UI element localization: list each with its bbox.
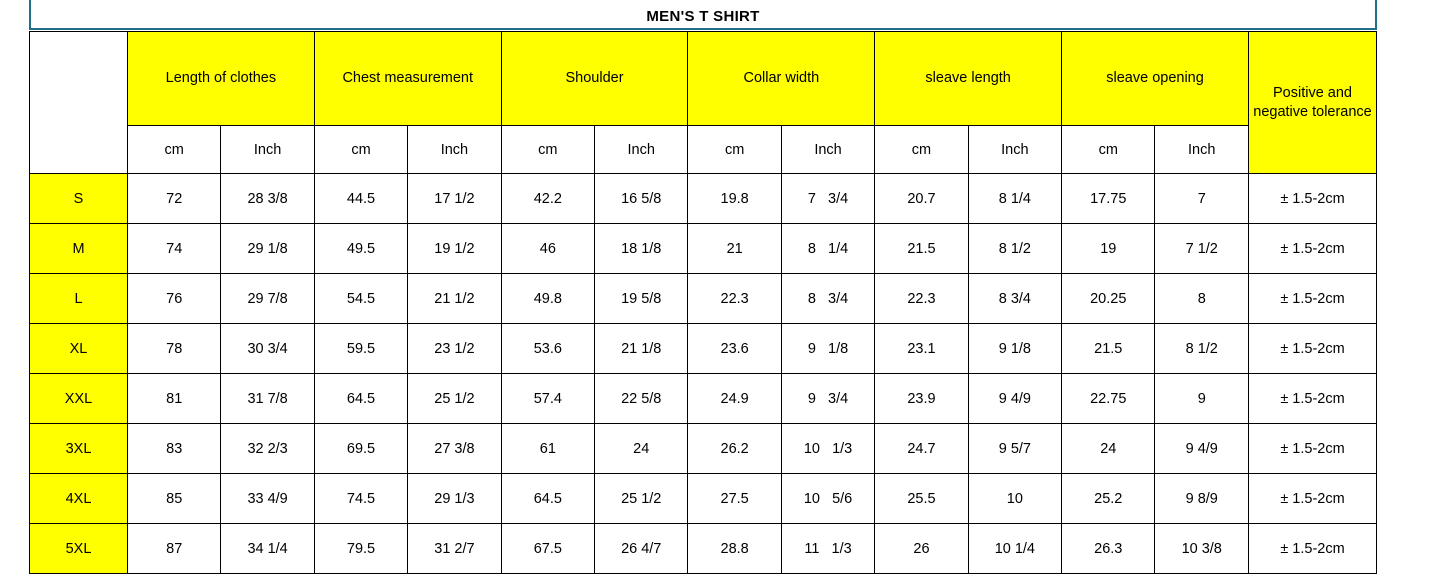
unit-header-inch-3: Inch: [595, 126, 688, 174]
cell-3xl-10: 24: [1062, 424, 1155, 474]
group-header-row: [30, 32, 1377, 126]
cell-4xl-10: 25.2: [1062, 474, 1155, 524]
cell-s-4: 42.2: [501, 174, 594, 224]
cell-l-7: 8 3/4: [781, 274, 874, 324]
cell-3xl-11: 9 4/9: [1155, 424, 1249, 474]
cell-xl-12: ± 1.5-2cm: [1249, 324, 1377, 374]
cell-3xl-12: ± 1.5-2cm: [1249, 424, 1377, 474]
table-row: [30, 224, 1377, 274]
cell-l-9: 8 3/4: [968, 274, 1061, 324]
chart-title-bar: [29, 0, 1377, 30]
cell-3xl-8: 24.7: [875, 424, 968, 474]
cell-4xl-2: 74.5: [314, 474, 407, 524]
cell-l-11: 8: [1155, 274, 1249, 324]
cell-3xl-9: 9 5/7: [968, 424, 1061, 474]
unit-header-inch-2: Inch: [408, 126, 501, 174]
cell-3xl-6: 26.2: [688, 424, 781, 474]
size-label-m: M: [30, 224, 128, 274]
table-row: [30, 174, 1377, 224]
cell-m-2: 49.5: [314, 224, 407, 274]
cell-3xl-0: 83: [128, 424, 221, 474]
cell-s-12: ± 1.5-2cm: [1249, 174, 1377, 224]
cell-4xl-1: 33 4/9: [221, 474, 314, 524]
cell-m-12: ± 1.5-2cm: [1249, 224, 1377, 274]
cell-xxl-5: 22 5/8: [595, 374, 688, 424]
cell-xxl-7: 9 3/4: [781, 374, 874, 424]
cell-xxl-8: 23.9: [875, 374, 968, 424]
unit-header-cm-6: cm: [1062, 126, 1155, 174]
group-header-length: Length of clothes: [128, 32, 315, 126]
unit-header-row: [30, 126, 1377, 174]
cell-s-6: 19.8: [688, 174, 781, 224]
cell-4xl-8: 25.5: [875, 474, 968, 524]
size-chart-table: [29, 31, 1377, 574]
cell-xl-8: 23.1: [875, 324, 968, 374]
cell-xxl-4: 57.4: [501, 374, 594, 424]
cell-l-1: 29 7/8: [221, 274, 314, 324]
cell-3xl-7: 10 1/3: [781, 424, 874, 474]
cell-3xl-2: 69.5: [314, 424, 407, 474]
cell-l-2: 54.5: [314, 274, 407, 324]
cell-s-5: 16 5/8: [595, 174, 688, 224]
table-row: [30, 374, 1377, 424]
cell-m-0: 74: [128, 224, 221, 274]
cell-5xl-0: 87: [128, 524, 221, 574]
cell-xl-2: 59.5: [314, 324, 407, 374]
cell-xxl-11: 9: [1155, 374, 1249, 424]
cell-s-11: 7: [1155, 174, 1249, 224]
cell-4xl-11: 9 8/9: [1155, 474, 1249, 524]
cell-xxl-10: 22.75: [1062, 374, 1155, 424]
cell-s-0: 72: [128, 174, 221, 224]
table-row: [30, 274, 1377, 324]
cell-5xl-2: 79.5: [314, 524, 407, 574]
group-header-tolerance: Positive and negative tolerance: [1249, 32, 1377, 174]
cell-5xl-3: 31 2/7: [408, 524, 501, 574]
table-row: [30, 324, 1377, 374]
table-row: [30, 424, 1377, 474]
cell-s-8: 20.7: [875, 174, 968, 224]
cell-xxl-0: 81: [128, 374, 221, 424]
unit-header-cm-3: cm: [501, 126, 594, 174]
cell-4xl-4: 64.5: [501, 474, 594, 524]
cell-5xl-9: 10 1/4: [968, 524, 1061, 574]
size-label-l: L: [30, 274, 128, 324]
size-label-4xl: 4XL: [30, 474, 128, 524]
cell-xxl-12: ± 1.5-2cm: [1249, 374, 1377, 424]
cell-l-5: 19 5/8: [595, 274, 688, 324]
cell-xl-6: 23.6: [688, 324, 781, 374]
cell-5xl-7: 11 1/3: [781, 524, 874, 574]
unit-header-cm-5: cm: [875, 126, 968, 174]
cell-s-9: 8 1/4: [968, 174, 1061, 224]
cell-l-0: 76: [128, 274, 221, 324]
cell-l-10: 20.25: [1062, 274, 1155, 324]
table-header: [30, 32, 1377, 174]
cell-5xl-5: 26 4/7: [595, 524, 688, 574]
cell-m-7: 8 1/4: [781, 224, 874, 274]
unit-header-cm-1: cm: [128, 126, 221, 174]
cell-4xl-9: 10: [968, 474, 1061, 524]
cell-5xl-10: 26.3: [1062, 524, 1155, 574]
unit-header-inch-1: Inch: [221, 126, 314, 174]
cell-xl-11: 8 1/2: [1155, 324, 1249, 374]
table-row: [30, 474, 1377, 524]
cell-m-6: 21: [688, 224, 781, 274]
unit-header-inch-5: Inch: [968, 126, 1061, 174]
page-title: MEN'S T SHIRT: [646, 8, 760, 25]
table-row: [30, 524, 1377, 574]
cell-m-3: 19 1/2: [408, 224, 501, 274]
cell-m-11: 7 1/2: [1155, 224, 1249, 274]
cell-4xl-12: ± 1.5-2cm: [1249, 474, 1377, 524]
cell-5xl-4: 67.5: [501, 524, 594, 574]
cell-l-3: 21 1/2: [408, 274, 501, 324]
cell-xxl-1: 31 7/8: [221, 374, 314, 424]
cell-4xl-5: 25 1/2: [595, 474, 688, 524]
cell-xl-5: 21 1/8: [595, 324, 688, 374]
cell-3xl-5: 24: [595, 424, 688, 474]
cell-xl-4: 53.6: [501, 324, 594, 374]
cell-xl-0: 78: [128, 324, 221, 374]
group-header-shoulder: Shoulder: [501, 32, 688, 126]
cell-m-8: 21.5: [875, 224, 968, 274]
cell-5xl-12: ± 1.5-2cm: [1249, 524, 1377, 574]
size-label-xl: XL: [30, 324, 128, 374]
cell-s-10: 17.75: [1062, 174, 1155, 224]
cell-3xl-1: 32 2/3: [221, 424, 314, 474]
cell-xxl-6: 24.9: [688, 374, 781, 424]
size-label-3xl: 3XL: [30, 424, 128, 474]
cell-4xl-0: 85: [128, 474, 221, 524]
group-header-sleeve-length: sleave length: [875, 32, 1062, 126]
cell-s-7: 7 3/4: [781, 174, 874, 224]
cell-3xl-4: 61: [501, 424, 594, 474]
size-label-xxl: XXL: [30, 374, 128, 424]
group-header-chest: Chest measurement: [314, 32, 501, 126]
cell-5xl-6: 28.8: [688, 524, 781, 574]
cell-s-2: 44.5: [314, 174, 407, 224]
cell-m-4: 46: [501, 224, 594, 274]
group-header-sleeve-opening: sleave opening: [1062, 32, 1249, 126]
table-body: [30, 174, 1377, 574]
cell-l-6: 22.3: [688, 274, 781, 324]
size-label-s: S: [30, 174, 128, 224]
cell-xl-9: 9 1/8: [968, 324, 1061, 374]
cell-m-9: 8 1/2: [968, 224, 1061, 274]
cell-5xl-1: 34 1/4: [221, 524, 314, 574]
cell-5xl-11: 10 3/8: [1155, 524, 1249, 574]
cell-l-8: 22.3: [875, 274, 968, 324]
cell-4xl-6: 27.5: [688, 474, 781, 524]
unit-header-cm-4: cm: [688, 126, 781, 174]
cell-m-10: 19: [1062, 224, 1155, 274]
cell-4xl-3: 29 1/3: [408, 474, 501, 524]
unit-header-cm-2: cm: [314, 126, 407, 174]
cell-xxl-2: 64.5: [314, 374, 407, 424]
cell-xl-10: 21.5: [1062, 324, 1155, 374]
unit-header-inch-6: Inch: [1155, 126, 1249, 174]
cell-l-12: ± 1.5-2cm: [1249, 274, 1377, 324]
cell-xl-7: 9 1/8: [781, 324, 874, 374]
cell-l-4: 49.8: [501, 274, 594, 324]
cell-xl-1: 30 3/4: [221, 324, 314, 374]
cell-xxl-9: 9 4/9: [968, 374, 1061, 424]
cell-s-1: 28 3/8: [221, 174, 314, 224]
cell-xl-3: 23 1/2: [408, 324, 501, 374]
cell-3xl-3: 27 3/8: [408, 424, 501, 474]
cell-4xl-7: 10 5/6: [781, 474, 874, 524]
cell-xxl-3: 25 1/2: [408, 374, 501, 424]
size-label-5xl: 5XL: [30, 524, 128, 574]
corner-blank-cell: [30, 32, 128, 174]
group-header-collar: Collar width: [688, 32, 875, 126]
cell-5xl-8: 26: [875, 524, 968, 574]
cell-s-3: 17 1/2: [408, 174, 501, 224]
unit-header-inch-4: Inch: [781, 126, 874, 174]
cell-m-1: 29 1/8: [221, 224, 314, 274]
cell-m-5: 18 1/8: [595, 224, 688, 274]
